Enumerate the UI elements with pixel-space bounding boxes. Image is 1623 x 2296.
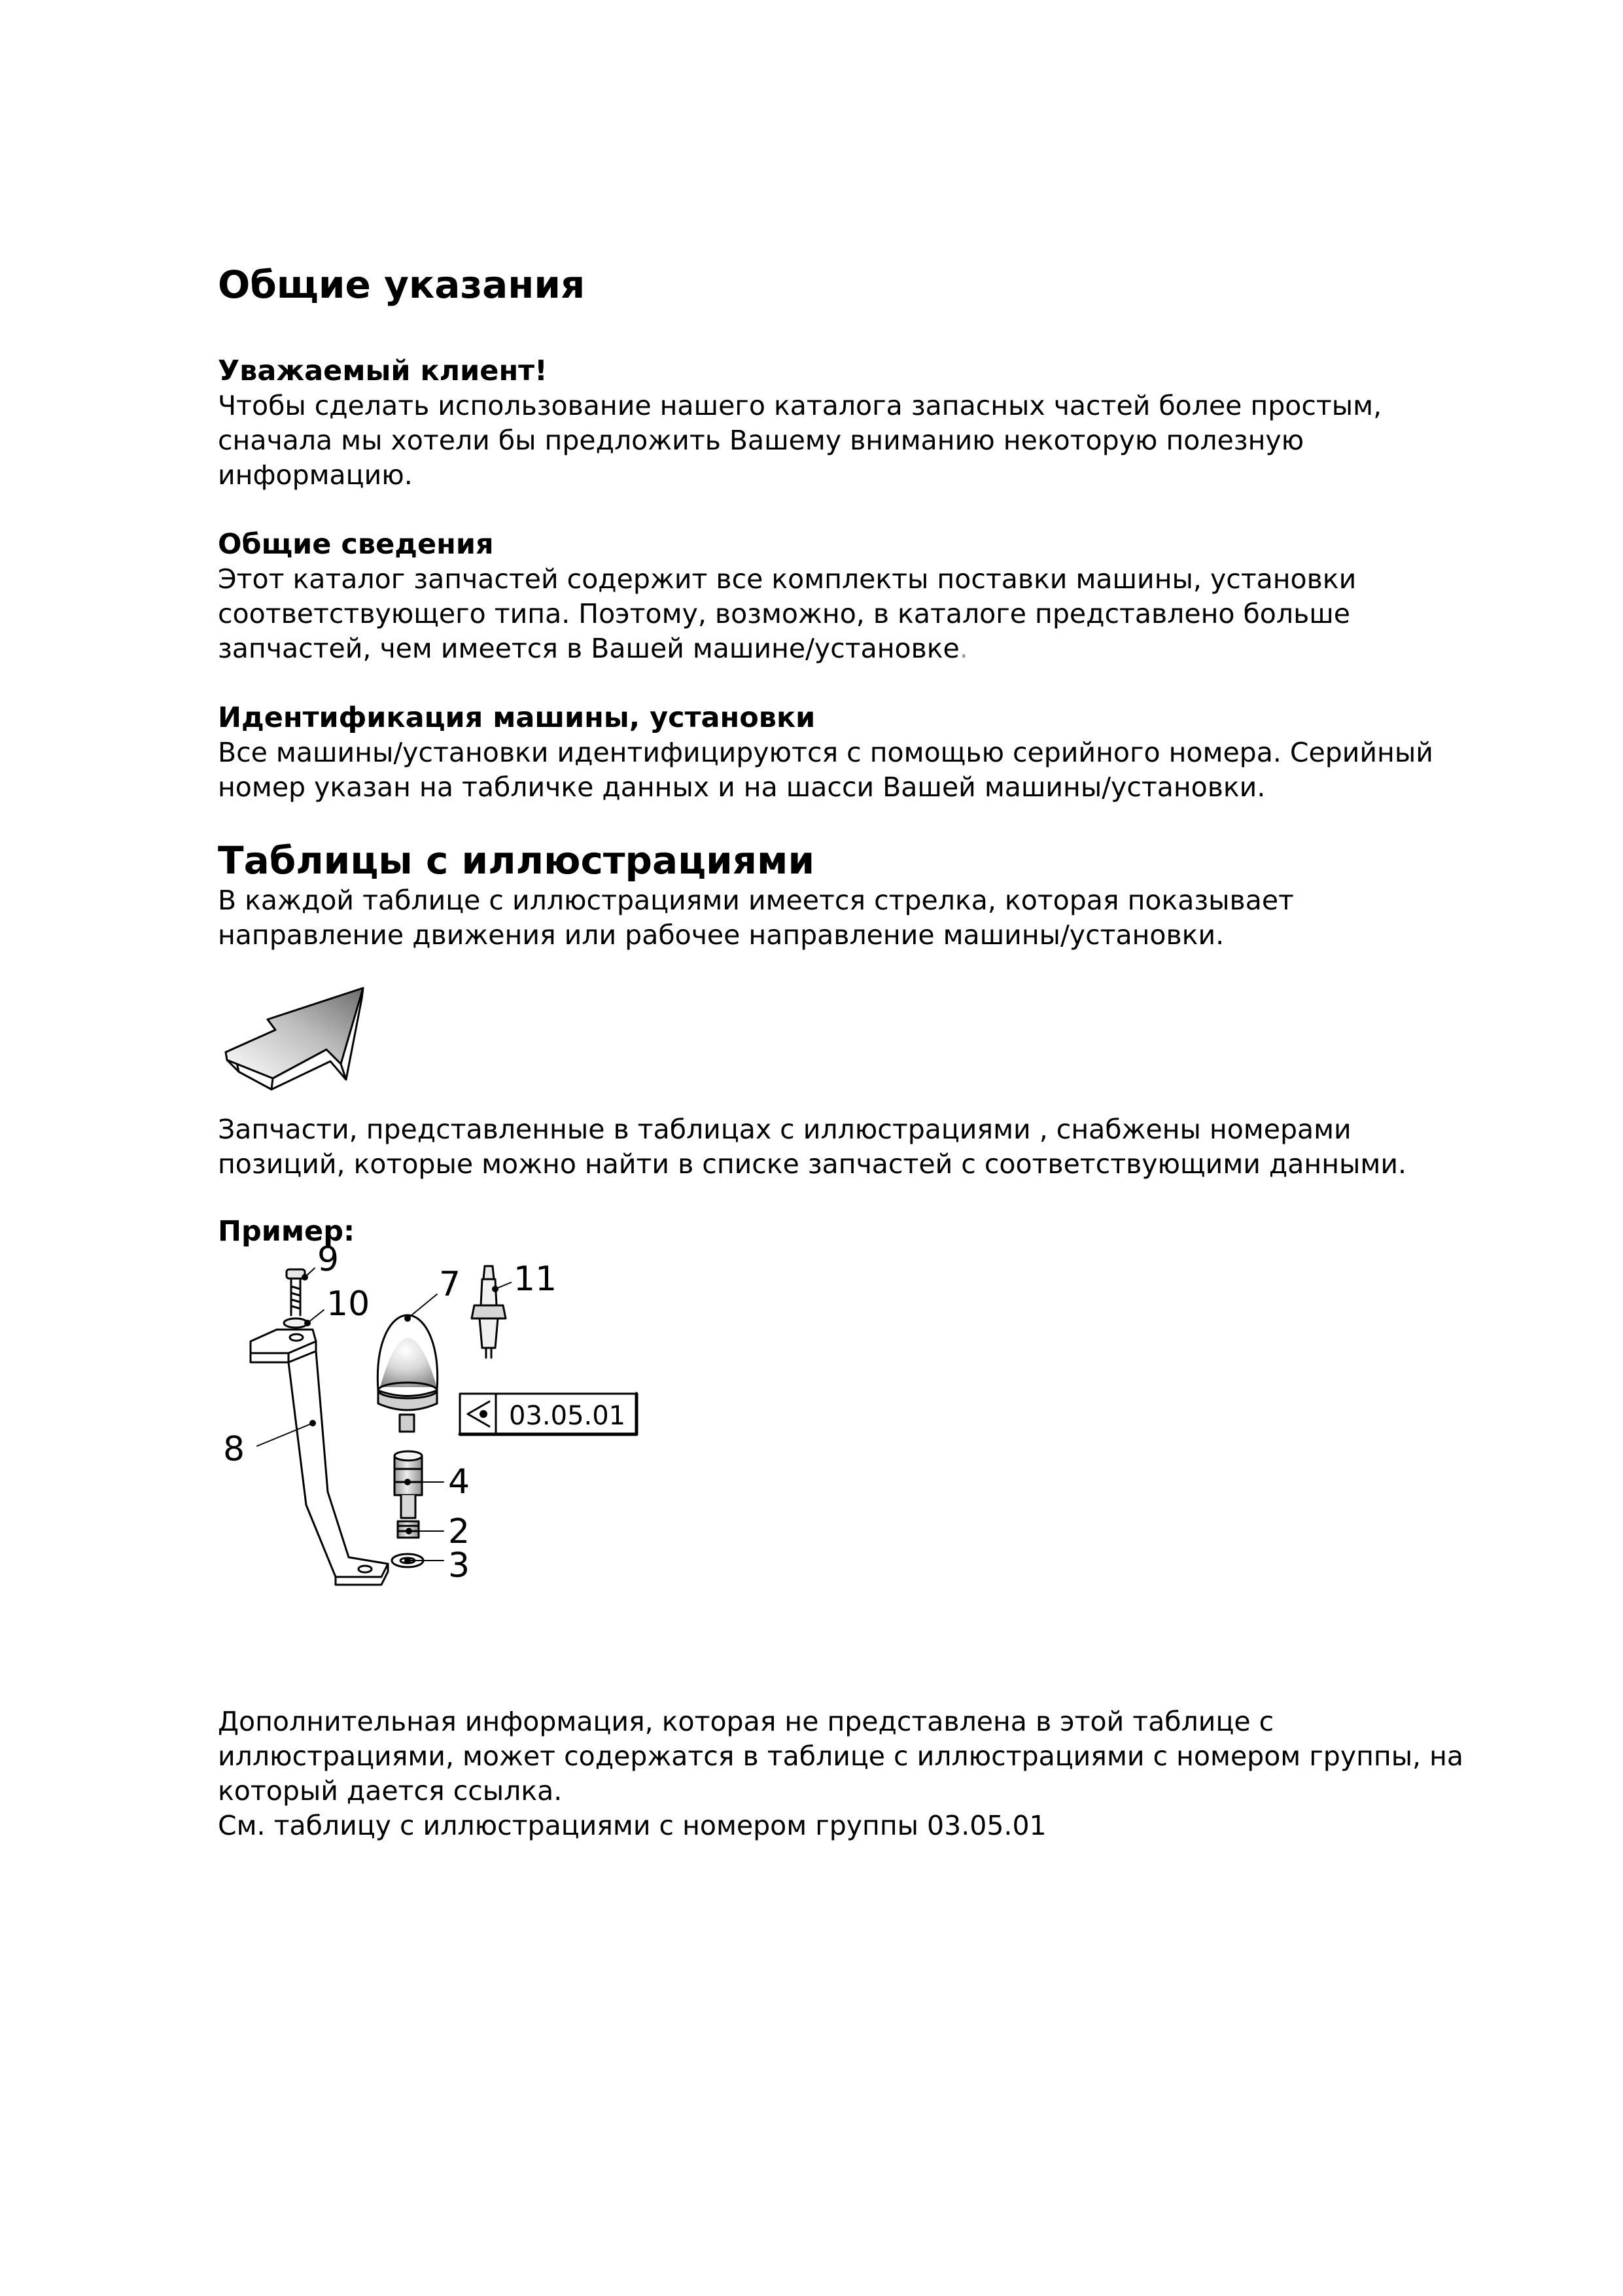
text-line: соответствующего типа. Поэтому, возможно, в каталоге представлено больше bbox=[218, 598, 1350, 629]
text-line: Этот каталог запчастей содержит все комплекты поставки машины, установки bbox=[218, 563, 1357, 595]
callout-3: 3 bbox=[448, 1546, 470, 1585]
text-line: Дополнительная информация, которая не представлена в этой таблице с bbox=[218, 1706, 1274, 1737]
beacon-part bbox=[377, 1315, 437, 1432]
callout-8: 8 bbox=[223, 1430, 245, 1469]
text-line: См. таблицу с иллюстрациями с номером группы 03.05.01 bbox=[218, 1810, 1047, 1841]
washer-part bbox=[284, 1318, 307, 1328]
callout-10: 10 bbox=[326, 1284, 370, 1324]
bracket-part bbox=[251, 1330, 388, 1585]
text-line: сначала мы хотели бы предложить Вашему вниманию некоторую полезную bbox=[218, 425, 1304, 456]
dear-customer-section bbox=[218, 353, 1382, 493]
text-line: Все машины/установки идентифицируются с помощью серийного номера. Серийный bbox=[218, 737, 1433, 768]
illustration-tables-text bbox=[218, 883, 1294, 953]
illustration-tables-title: Таблицы с иллюстрациями bbox=[218, 838, 815, 883]
parts-example-drawing bbox=[211, 1230, 715, 1688]
additional-info-section bbox=[218, 1704, 1463, 1843]
text-line: В каждой таблице с иллюстрациями имеется стрелка, которая показывает bbox=[218, 885, 1294, 916]
text-line: Запчасти, представленные в таблицах с иллюстрациями , снабжены номерами bbox=[218, 1114, 1352, 1145]
direction-arrow-icon bbox=[213, 981, 383, 1093]
parts-section bbox=[218, 1112, 1406, 1182]
callout-7: 7 bbox=[439, 1265, 461, 1304]
callout-2: 2 bbox=[448, 1512, 470, 1551]
identification-section bbox=[218, 700, 1433, 805]
bulb-part bbox=[472, 1266, 506, 1358]
example-label: Пример: bbox=[218, 1215, 355, 1248]
callout-11: 11 bbox=[514, 1260, 557, 1299]
general-info-text bbox=[218, 562, 1356, 666]
text-line: направление движения или рабочее направление машины/установки. bbox=[218, 919, 1225, 951]
identification-heading: Идентификация машины, установки bbox=[218, 701, 816, 734]
callout-9: 9 bbox=[317, 1240, 340, 1279]
reference-box bbox=[460, 1394, 637, 1434]
text-line: запчастей, чем имеется в Вашей машине/установке. bbox=[218, 633, 968, 664]
text-line: информацию. bbox=[218, 459, 413, 491]
text-line: который дается ссылка. bbox=[218, 1775, 563, 1807]
parts-text bbox=[218, 1112, 1406, 1182]
dear-customer-text bbox=[218, 389, 1382, 493]
additional-info-text bbox=[218, 1704, 1463, 1843]
identification-text bbox=[218, 735, 1433, 805]
general-info-section bbox=[218, 527, 1356, 666]
dear-customer-heading: Уважаемый клиент! bbox=[218, 355, 548, 387]
page-title: Общие указания bbox=[218, 262, 585, 307]
illustration-tables-section bbox=[218, 838, 1294, 953]
end-mark: . bbox=[959, 633, 968, 664]
text-line: иллюстрациями, может содержатся в таблице с иллюстрациями с номером группы, на bbox=[218, 1740, 1464, 1772]
reference-number: 03.05.01 bbox=[509, 1401, 626, 1431]
text-line: позиций, которые можно найти в списке запчастей с соответствующими данными. bbox=[218, 1148, 1406, 1180]
text-line: Чтобы сделать использование нашего каталога запасных частей более простым, bbox=[218, 390, 1382, 421]
callout-4: 4 bbox=[448, 1462, 470, 1502]
text-line: номер указан на табличке данных и на шасси Вашей машины/установки. bbox=[218, 771, 1266, 803]
general-info-heading: Общие сведения bbox=[218, 528, 494, 561]
